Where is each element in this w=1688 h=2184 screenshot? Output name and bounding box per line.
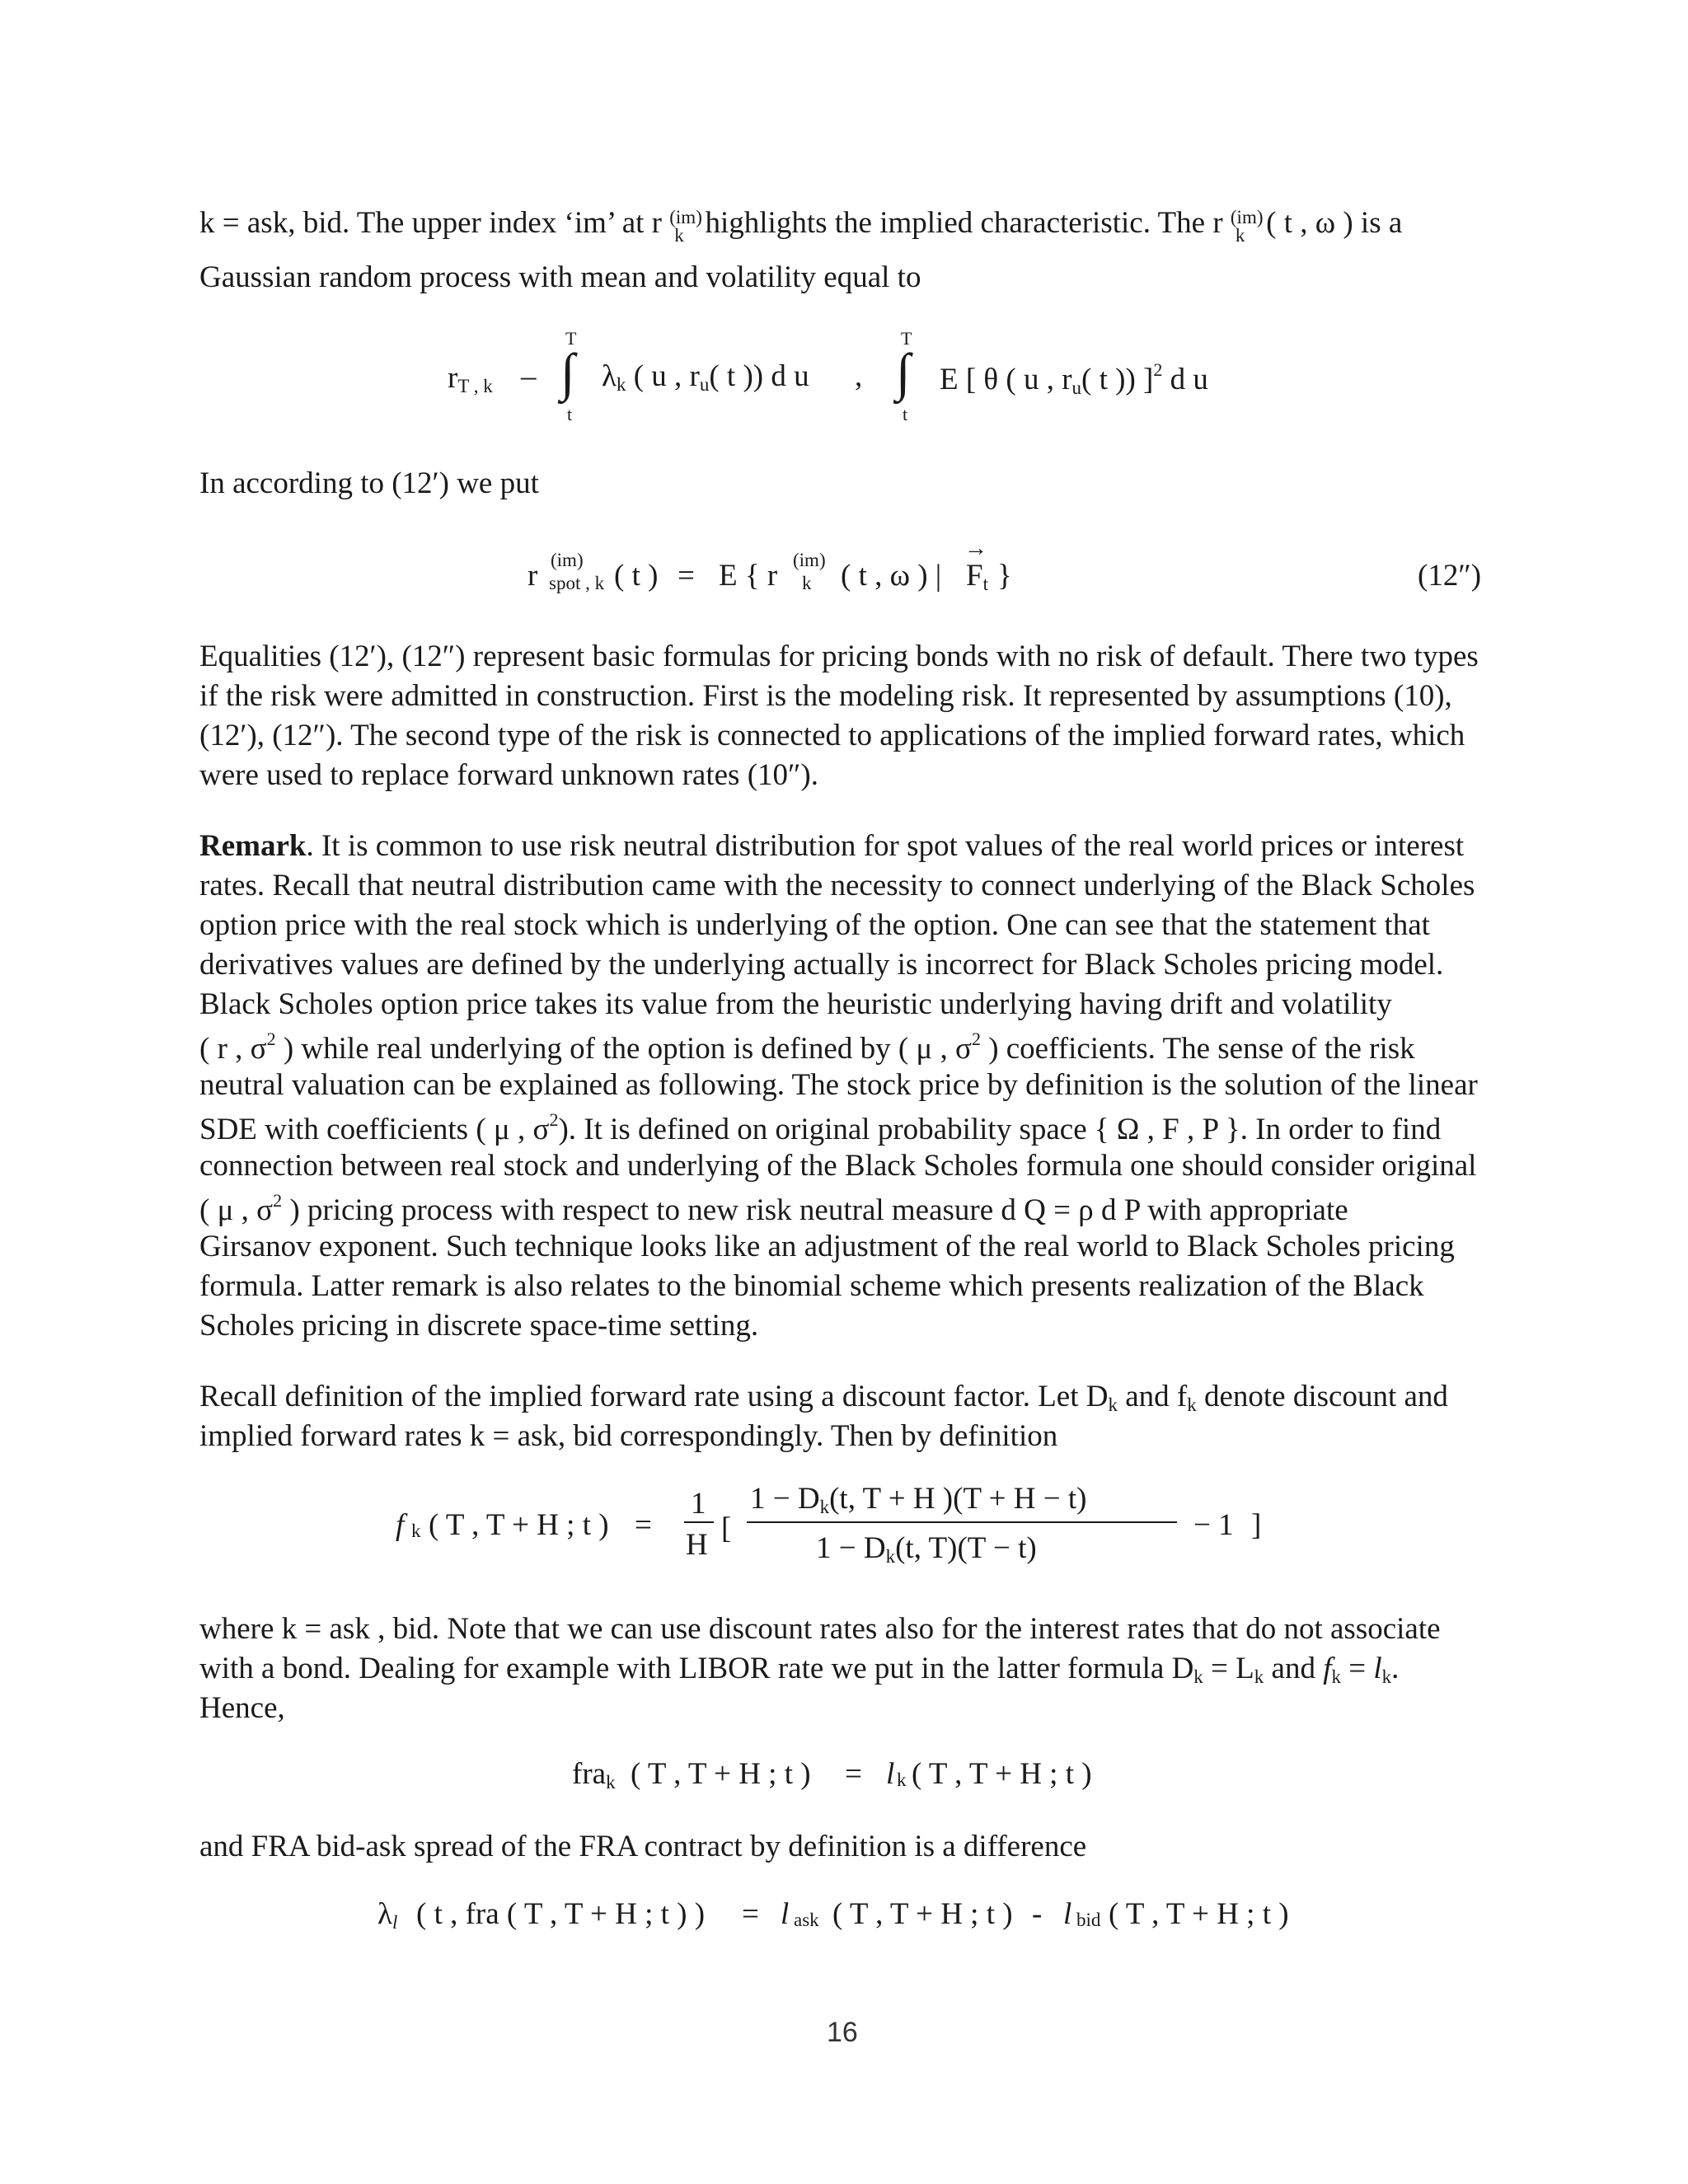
eq2-E: E { r [719, 559, 778, 593]
paragraph-line: Equalities (12′), (12″) represent basic formulas for pricing bonds with no risk of default. There two types [199, 640, 1479, 673]
eq3-fsub: k [411, 1521, 421, 1541]
eq5-args2: ( T , T + H ; t ) [1109, 1897, 1289, 1931]
eq4-args2: ( T , T + H ; t ) [912, 1757, 1092, 1791]
fraction-bar [684, 1521, 714, 1523]
text-line-1 [199, 208, 1402, 246]
remark-line: rates. Recall that neutral distribution came with the necessity to connect underlying of the Black Scholes [199, 869, 1475, 902]
integral-sign: ∫ [560, 343, 575, 401]
paragraph-line: if the risk were admitted in construction. First is the modeling risk. It represented by assumptions (10), [199, 679, 1452, 713]
remark-line: Remark. It is common to use risk neutral distribution for spot values of the real world prices or interest [199, 829, 1465, 863]
paragraph-line: where k = ask , bid. Note that we can use discount rates also for the interest rates that do not associate [199, 1612, 1441, 1646]
eq2-F: $F_t$ [966, 559, 988, 594]
text-fragment: is a [1360, 206, 1403, 240]
eq1-upper-limit: T [901, 328, 912, 349]
text-fragment: highlights the implied characteristic. The [705, 206, 1206, 240]
eq5-args: ( t , fra ( T , T + H ; t ) ) [416, 1897, 706, 1931]
eq3-lbr: [ [721, 1511, 732, 1545]
remark-line: ( r , $\sigma^2$ ) while real underlying of the option is defined by ( μ , $\sigma^2$ ) coefficients. The sense of the risk [199, 1029, 1415, 1066]
remark-line: ( μ , $\sigma^2$ ) pricing process with respect to new risk neutral measure d Q = ρ d P with appropriate [199, 1190, 1348, 1227]
eq3-eq: = [635, 1508, 652, 1542]
remark-line: Scholes pricing in discrete space-time setting. [199, 1309, 759, 1343]
remark-line: SDE with coefficients ( μ , $\sigma^2$). It is defined on original probability space { Ω , F , P }. In order to find [199, 1109, 1442, 1146]
remark-line: neutral valuation can be explained as following. The stock price by definition is the solution of the linear [199, 1068, 1478, 1102]
eq1-lower-limit: t [903, 404, 908, 424]
vector-arrow: → [964, 536, 987, 561]
eq4-eq: = [845, 1757, 862, 1791]
remark-line: option price with the real stock which is underlying of the option. One can see that the statement that [199, 908, 1430, 942]
eq3-one: 1 [691, 1487, 706, 1521]
text-fragment: k = ask, bid. The upper index ‘im’ at r [199, 206, 662, 240]
eq2-close: } [997, 559, 1012, 593]
eq1-comma: , [855, 359, 863, 393]
eq2-eq: = [678, 559, 695, 593]
text-line-2: Gaussian random process with mean and volatility equal to [199, 260, 921, 294]
eq5-bid: bid [1076, 1910, 1101, 1930]
eq5-lambda: $\lambda_l$ [377, 1897, 398, 1933]
r-index-stack: (im) k [669, 207, 702, 246]
eq1-upper-limit: T [565, 328, 577, 349]
eq3-num: $1 - D_k(t$, T + H )(T + H − t) [750, 1482, 1087, 1517]
eq5-eq: = [742, 1897, 759, 1931]
paragraph-line: Recall definition of the implied forward rate using a discount factor. Let $D_k$ and $f_k$ denote discount and [199, 1380, 1448, 1415]
paragraph-line: implied forward rates k = ask, bid correspondingly. Then by definition [199, 1419, 1058, 1453]
eq5-args1: ( T , T + H ; t ) [832, 1897, 1013, 1931]
eq3-args: ( T , T + H ; t ) [429, 1508, 609, 1542]
paragraph-line: with a bond. Dealing for example with LIBOR rate we put in the latter formula $D_k = L_k$ and $f_k = l_k$. [199, 1652, 1400, 1687]
equation-label: (12″) [1418, 559, 1482, 593]
math-r: r [1212, 206, 1223, 240]
eq3-den: $1 - D_k(t$, T)(T − t) [816, 1531, 1037, 1567]
eq2-sub: spot , k [549, 573, 605, 593]
r-index-stack: (im) k [1230, 207, 1264, 246]
eq5-ask: ask [794, 1910, 819, 1930]
eq5-minus: - [1032, 1897, 1043, 1931]
eq2-sub2: k [802, 573, 812, 593]
eq2-sup2: (im) [793, 550, 826, 570]
eq4-l: l [886, 1757, 895, 1791]
page-number: 16 [827, 2017, 858, 2048]
paragraph-line: (12′), (12″). The second type of the risk is connected to applications of the implied forward rates, which [199, 719, 1465, 752]
math-args: ( t , ω ) [1266, 206, 1353, 240]
eq4-args: ( T , T + H ; t ) [631, 1757, 811, 1791]
eq5-l-bid: l [1063, 1897, 1072, 1931]
eq2-r: r [528, 559, 538, 593]
paragraph-line: and FRA bid-ask spread of the FRA contract by definition is a difference [199, 1830, 1087, 1863]
eq3-H: H [686, 1528, 708, 1562]
remark-line: derivatives values are defined by the underlying actually is incorrect for Black Scholes pricing model. [199, 948, 1444, 982]
eq3-rbr: ] [1251, 1508, 1262, 1542]
remark-line: formula. Latter remark is also relates to the binomial scheme which presents realization of the Black [199, 1269, 1424, 1303]
eq1-integrand-1: $\lambda_k$ ( u , $r_u$( t )) d u [602, 359, 809, 395]
eq4-fra: fra$_k$ [572, 1757, 616, 1793]
eq4-lsub: k [897, 1769, 907, 1790]
eq1-integrand-2: E [ θ ( u , $r_u$( t )) ]$^2$ d u [940, 359, 1208, 398]
eq3-f: f [396, 1508, 405, 1542]
eq5-l-ask: l [781, 1897, 790, 1931]
eq1-minus: – [521, 359, 537, 393]
eq2-sup: (im) [551, 550, 584, 570]
remark-line: Black Scholes option price takes its value from the heuristic underlying having drift and volatility [199, 987, 1392, 1021]
eq1-lhs: $r_{T , k}$ [448, 361, 493, 396]
remark-line: Girsanov exponent. Such technique looks like an adjustment of the real world to Black Scholes pricing [199, 1230, 1455, 1263]
eq2-t: ( t ) [614, 559, 659, 593]
paragraph-line: were used to replace forward unknown rates (10″). [199, 758, 819, 792]
text-line-3: In according to (12′) we put [199, 466, 539, 500]
remark-line: connection between real stock and underlying of the Black Scholes formula one should consider original [199, 1149, 1477, 1183]
integral-sign: ∫ [896, 343, 911, 401]
remark-heading: Remark [199, 829, 307, 863]
eq2-rest: ( t , ω ) | [841, 559, 942, 593]
eq3-minus1: − 1 [1193, 1508, 1234, 1542]
eq1-lower-limit: t [567, 404, 573, 424]
fraction-bar [747, 1521, 1177, 1523]
paragraph-line: Hence, [199, 1691, 285, 1725]
